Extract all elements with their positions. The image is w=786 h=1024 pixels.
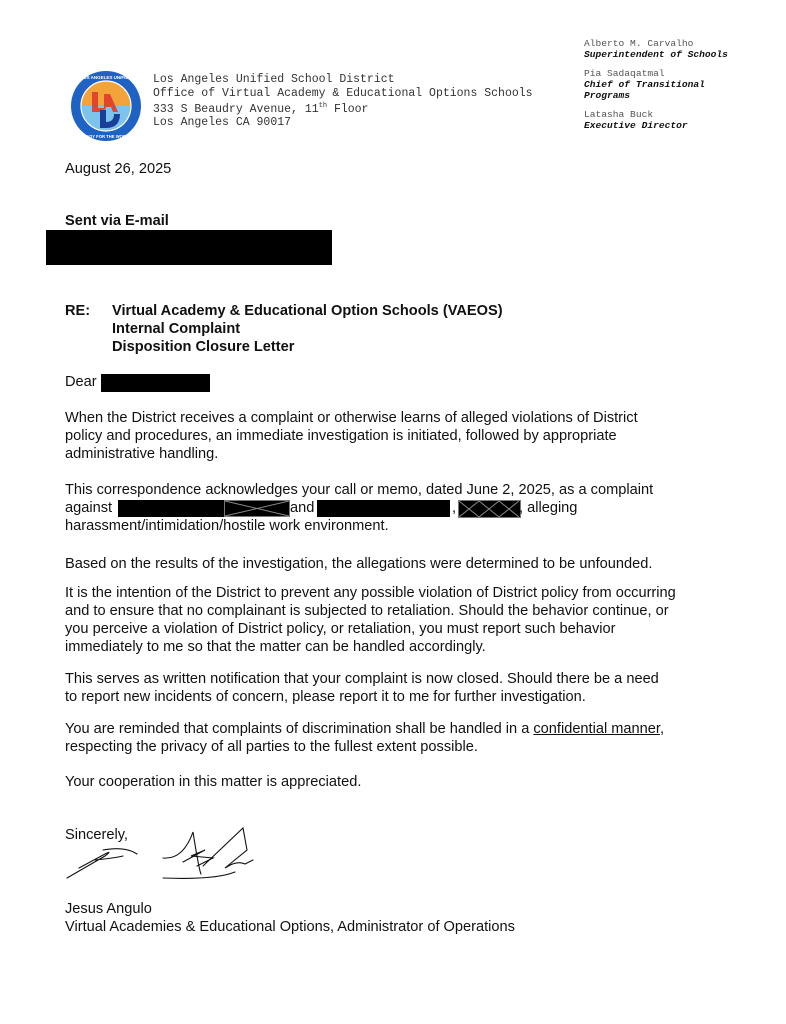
re-subject xyxy=(112,302,503,356)
and-text: and xyxy=(290,500,315,516)
street-address: 333 S Beaudry Avenue, 11th Floor xyxy=(153,102,369,116)
svg-text:LOS ANGELES UNIFIED: LOS ANGELES UNIFIED xyxy=(80,75,132,80)
paragraph-appreciation: Your cooperation in this matter is appreciated. xyxy=(65,774,362,790)
salutation: Dear xyxy=(65,374,97,390)
sent-via-label: Sent via E-mail xyxy=(65,213,169,229)
confidential-manner-text: confidential manner xyxy=(533,721,660,737)
official-title: Executive Director xyxy=(584,120,688,131)
redacted-name-2 xyxy=(317,500,450,517)
re-label: RE: xyxy=(65,303,91,319)
letter-date: August 26, 2025 xyxy=(65,161,172,177)
paragraph-investigation-policy: When the District receives a complaint or otherwise learns of alleged violations of District policy and procedures, an immediate investigation is initiated, followed by appropriate administrative handling. xyxy=(65,410,638,462)
official-entry xyxy=(584,109,728,131)
signer-name: Jesus Angulo xyxy=(65,901,152,917)
paragraph-acknowledgement-line1: This correspondence acknowledges your call or memo, dated June 2, 2025, as a complaint xyxy=(65,482,654,498)
official-title: Superintendent of Schools xyxy=(584,49,728,60)
against-text: against xyxy=(65,500,113,516)
paragraph-finding: Based on the results of the investigation, the allegations were determined to be unfounded. xyxy=(65,556,653,572)
redacted-name-1 xyxy=(118,500,224,517)
paragraph-retaliation: It is the intention of the District to prevent any possible violation of District policy from occurring and to ensure that no complainant is subjected to retaliation. Should the behavior continue, or you perceive a violation of District policy, or retaliation, you must report such behavior immediately to me so that the matter can be handled accordingly. xyxy=(65,585,676,655)
official-entry xyxy=(584,68,728,101)
official-title: Programs xyxy=(584,90,631,101)
alleging-text: , alleging xyxy=(519,500,578,516)
re-subject-line: Internal Complaint xyxy=(112,321,241,337)
official-name: Latasha Buck xyxy=(584,109,654,120)
district-name: Los Angeles Unified School District xyxy=(153,73,395,86)
city-state-zip: Los Angeles CA 90017 xyxy=(153,116,292,130)
letterhead-address xyxy=(153,73,533,130)
redacted-crossed-box-1 xyxy=(224,500,290,517)
comma-text: , xyxy=(452,500,457,516)
official-name: Alberto M. Carvalho xyxy=(584,38,694,49)
office-name: Office of Virtual Academy & Educational Options Schools xyxy=(153,86,533,100)
svg-text:READY FOR THE WORLD: READY FOR THE WORLD xyxy=(80,134,132,139)
redacted-email-block xyxy=(46,230,332,265)
signer-title: Virtual Academies & Educational Options, Administrator of Operations xyxy=(65,919,515,935)
official-title: Chief of Transitional xyxy=(584,79,705,90)
redacted-recipient-name xyxy=(101,374,210,392)
closing: Sincerely, xyxy=(65,827,128,843)
handwritten-signature-icon xyxy=(65,820,305,885)
lausd-seal-logo xyxy=(70,70,142,142)
allegation-type: harassment/intimidation/hostile work environment. xyxy=(65,518,389,534)
official-name: Pia Sadaqatmal xyxy=(584,68,665,79)
redacted-crossed-box-2 xyxy=(458,500,521,518)
paragraph-confidentiality: You are reminded that complaints of discrimination shall be handled in a confidential manner, respecting the privacy of all parties to the fullest extent possible. xyxy=(65,721,664,755)
official-entry xyxy=(584,38,728,60)
re-subject-line: Disposition Closure Letter xyxy=(112,339,295,355)
re-subject-line: Virtual Academy & Educational Option Schools (VAEOS) xyxy=(112,303,503,319)
paragraph-closure-notice: This serves as written notification that your complaint is now closed. Should there be a need to report new incidents of concern, please report it to me for further investigation. xyxy=(65,671,659,705)
officials-list xyxy=(584,38,728,139)
